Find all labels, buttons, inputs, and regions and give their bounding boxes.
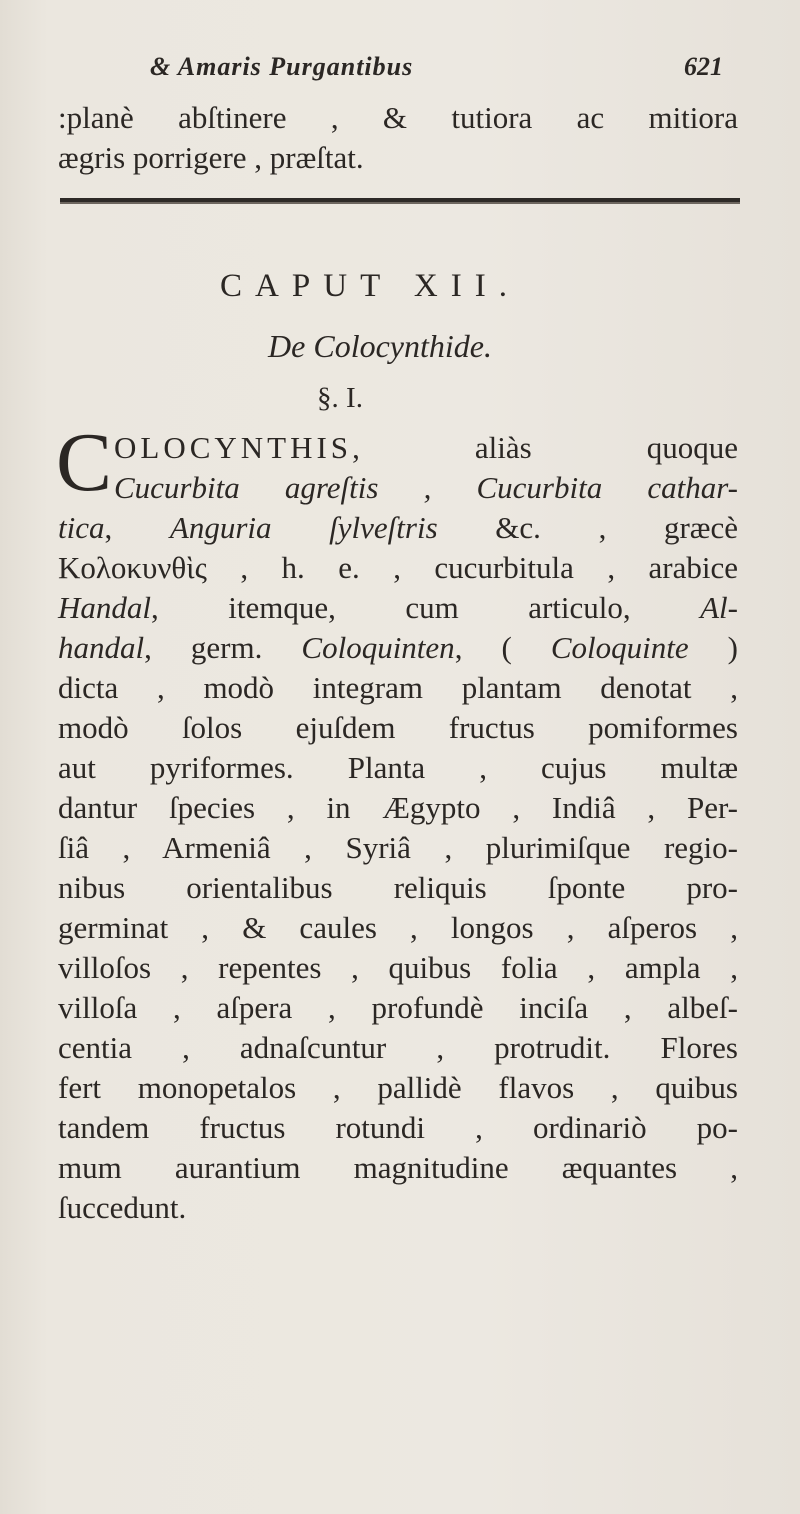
text-line: ſuccedunt. xyxy=(58,1190,187,1225)
chapter-subtitle: De Colocynthide. xyxy=(268,328,492,364)
text-line: ſiâ , Armeniâ , Syriâ , plurimiſque regio- xyxy=(58,830,738,865)
text-line: dantur ſpecies , in Ægypto , Indiâ , Per- xyxy=(58,790,738,825)
horizontal-rule xyxy=(60,198,740,204)
text-line: ægris porrigere , præſtat. xyxy=(58,140,364,175)
text-fragment: , aliàs quoque xyxy=(352,430,738,465)
small-caps-word: OLOCYNTHIS xyxy=(114,430,353,465)
drop-cap: C xyxy=(56,416,113,509)
text-fragment: Coloquinte xyxy=(550,630,689,665)
page-number: 621 xyxy=(684,52,723,81)
text-fragment: , itemque, cum articulo, xyxy=(151,590,701,625)
text-line xyxy=(58,428,738,468)
text-line: dicta , modò integram plantam denotat , xyxy=(58,670,738,705)
text-line: villoſos , repentes , quibus folia , ampla , xyxy=(58,950,738,985)
text-line: modò ſolos ejuſdem fructus pomiformes xyxy=(58,710,738,745)
chapter-title: CAPUT XII. xyxy=(220,268,520,304)
text-line: nibus orientalibus reliquis ſponte pro- xyxy=(58,870,738,905)
page-header xyxy=(0,52,800,92)
text-fragment: , ( xyxy=(454,630,551,665)
text-fragment: tica xyxy=(58,510,105,545)
text-line xyxy=(58,628,738,668)
text-line: Κολοκυνθὶς , h. e. , cucurbitula , arabice xyxy=(58,550,738,585)
running-head: & Amaris Purgantibus xyxy=(150,52,414,81)
body-paragraph xyxy=(58,428,738,1228)
text-line: centia , adnaſcuntur , protrudit. Flores xyxy=(58,1030,738,1065)
text-line: tandem fructus rotundi , ordinariò po- xyxy=(58,1110,738,1145)
text-line: aut pyriformes. Planta , cujus multæ xyxy=(58,750,738,785)
text-line: germinat , & caules , longos , aſperos , xyxy=(58,910,738,945)
text-line xyxy=(58,508,738,548)
text-fragment: Anguria ſylveſtris xyxy=(169,510,438,545)
text-line: mum aurantium magnitudine æquantes , xyxy=(58,1150,738,1185)
text-fragment: Al- xyxy=(700,590,738,625)
text-fragment: Handal xyxy=(58,590,151,625)
text-line: Cucurbita agreſtis , Cucurbita cathar- xyxy=(114,470,738,505)
text-line: villoſa , aſpera , profundè inciſa , albeſ- xyxy=(58,990,738,1025)
text-fragment: &c. , græcè xyxy=(437,510,739,545)
text-fragment: , xyxy=(104,510,170,545)
text-line: :planè abſtinere , & tutiora ac mitiora xyxy=(58,100,738,135)
text-fragment: , germ. xyxy=(144,630,302,665)
intro-paragraph xyxy=(58,98,738,178)
text-line xyxy=(58,588,738,628)
text-line: fert monopetalos , pallidè flavos , quibus xyxy=(58,1070,738,1105)
text-fragment: Coloquinten xyxy=(301,630,455,665)
text-fragment: ) xyxy=(688,630,738,665)
text-fragment: handal xyxy=(58,630,145,665)
section-mark: §. I. xyxy=(317,382,363,414)
